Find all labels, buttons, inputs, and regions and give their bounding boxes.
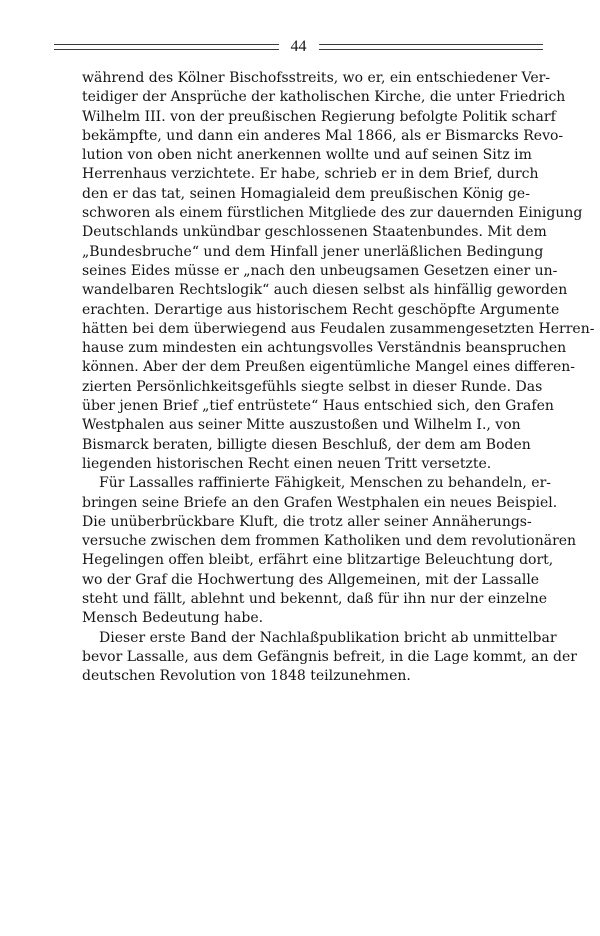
- text-line: den er das tat, seinen Homagialeid dem preußischen König ge-: [82, 185, 530, 202]
- text-line: Westphalen aus seiner Mitte auszustoßen und Wilhelm I., von: [82, 417, 521, 434]
- text-line: teidiger der Ansprüche der katholischen Kirche, die unter Friedrich: [82, 89, 566, 106]
- text-line: Für Lassalles raffinierte Fähigkeit, Menschen zu behandeln, er-: [99, 475, 551, 492]
- text-line: wandelbaren Rechtslogik“ auch diesen selbst als hinfällig geworden: [82, 282, 568, 299]
- paragraph: [82, 69, 595, 474]
- text-line: Mensch Bedeutung habe.: [82, 610, 264, 627]
- text-line: versuche zwischen dem frommen Katholiken und dem revolutionären: [82, 533, 577, 550]
- text-line: deutschen Revolution von 1848 teilzunehmen.: [82, 668, 411, 685]
- text-line: über jenen Brief „tief entrüstete“ Haus entschied sich, den Grafen: [82, 398, 554, 415]
- text-line: Hegelingen offen bleibt, erfährt eine blitzartige Beleuchtung dort,: [82, 552, 554, 569]
- text-line: erachten. Derartige aus historischem Recht geschöpfte Argumente: [82, 301, 560, 318]
- text-line: können. Aber der dem Preußen eigentümliche Mangel eines differen-: [82, 359, 575, 376]
- text-line: Die unüberbrückbare Kluft, die trotz aller seiner Annäherungs-: [82, 513, 532, 530]
- header-rule-right: [319, 44, 544, 50]
- text-line: bevor Lassalle, aus dem Gefängnis befreit, in die Lage kommt, an der: [82, 648, 577, 665]
- header-rule-left: [54, 44, 279, 50]
- text-line: „Bundesbruche“ und dem Hinfall jener unerläßlichen Bedingung: [82, 243, 544, 260]
- text-line: zierten Persönlichkeitsgefühls siegte selbst in dieser Runde. Das: [82, 378, 543, 395]
- text-line: hause zum mindesten ein achtungsvolles Verständnis beanspruchen: [82, 340, 567, 357]
- text-line: Dieser erste Band der Nachlaßpublikation bricht ab unmittelbar: [99, 629, 557, 646]
- text-line: wo der Graf die Hochwertung des Allgemeinen, mit der Lassalle: [82, 571, 540, 588]
- text-line: bekämpfte, und dann ein anderes Mal 1866, als er Bismarcks Revo-: [82, 127, 564, 144]
- paragraph: [82, 474, 577, 628]
- text-line: lution von oben nicht anerkennen wollte und auf seinen Sitz im: [82, 147, 532, 164]
- page-header: [54, 37, 543, 57]
- text-line: Herrenhaus verzichtete. Er habe, schrieb er in dem Brief, durch: [82, 166, 539, 183]
- text-line: während des Kölner Bischofsstreits, wo er, ein entschiedener Ver-: [82, 70, 551, 86]
- text-line: liegenden historischen Recht einen neuen Tritt versetzte.: [82, 455, 492, 472]
- text-line: seines Eides müsse er „nach den unbeugsamen Gesetzen einer un-: [82, 262, 558, 279]
- paragraph: [82, 629, 577, 687]
- body-text: [82, 69, 595, 687]
- text-line: bringen seine Briefe an den Grafen Westphalen ein neues Beispiel.: [82, 494, 558, 511]
- page-number: 44: [290, 38, 307, 55]
- text-line: steht und fällt, ablehnt und bekennt, daß für ihn nur der einzelne: [82, 591, 548, 608]
- text-line: Wilhelm III. von der preußischen Regierung befolgte Politik scharf: [82, 108, 556, 125]
- text-line: Bismarck beraten, billigte diesen Beschluß, der dem am Boden: [82, 436, 531, 453]
- text-line: schworen als einem fürstlichen Mitgliede des zur dauernden Einigung: [82, 205, 583, 222]
- text-line: hätten bei dem überwiegend aus Feudalen zusammengesetzten Herren-: [82, 320, 595, 337]
- text-line: Deutschlands unkündbar geschlossenen Staatenbundes. Mit dem: [82, 224, 547, 241]
